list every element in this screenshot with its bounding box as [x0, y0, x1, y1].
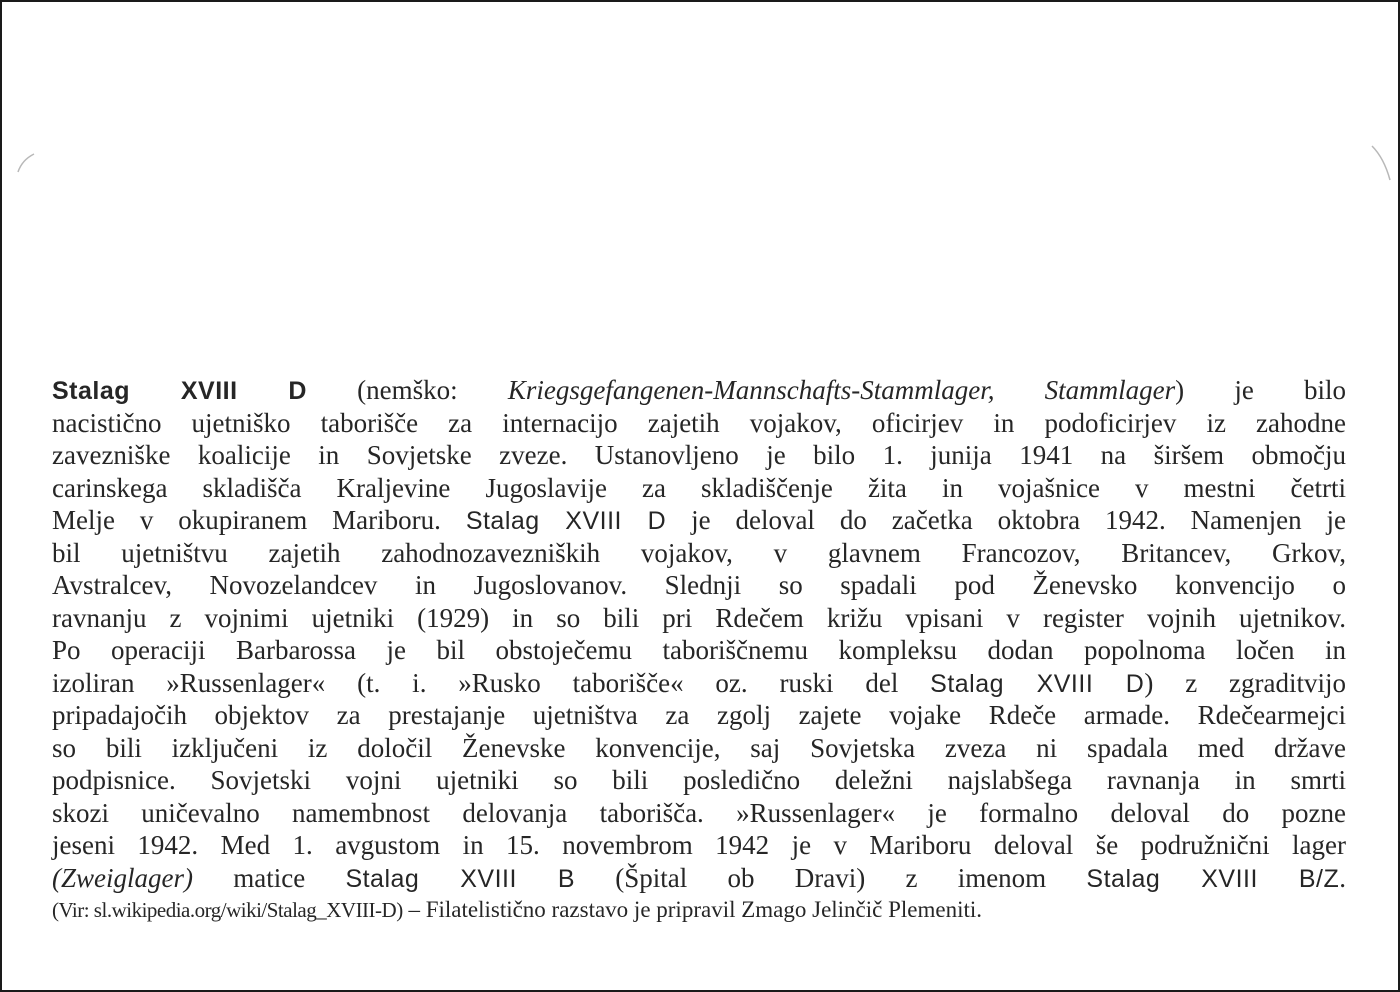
italic-term: (Zweiglager)	[52, 862, 193, 893]
corner-mark-right	[1370, 144, 1392, 184]
italic-term: Kriegsgefangenen-Mannschafts-Stammlager, Stammlager	[507, 375, 1176, 405]
text-run: nacistično ujetniško taborišče za internacijo zajetih vojakov, oficirjev in podoficirjev iz zahodne	[52, 407, 1346, 438]
text-run: skozi uničevalno namembnost delovanja taborišča. »Russenlager« je formalno deloval do pozne	[52, 797, 1346, 828]
text-line	[52, 537, 1346, 570]
text-run: ) z zgraditvijo	[1144, 667, 1346, 698]
text-line	[52, 797, 1346, 830]
text-line	[52, 862, 1346, 895]
text-run: Melje v okupiranem Mariboru.	[52, 505, 466, 535]
text-run: pripadajočih objektov za prestajanje ujetništva za zgolj zajete vojake Rdeče armade. Rdečearmejci	[52, 700, 1346, 730]
camp-name: Stalag XVIII D	[52, 377, 307, 405]
text-run: – Filatelistično razstavo je pripravil Zmago Jelinčič Plemeniti.	[402, 897, 983, 922]
text-run: Po operaciji Barbarossa je bil obstoječemu taboriščnemu kompleksu dodan popolnoma ločen in	[52, 635, 1346, 665]
text-run: zavezniške koalicije in Sovjetske zveze. Ustanovljeno je bilo 1. junija 1941 na širšem območju	[52, 440, 1346, 470]
text-run: (Špital ob Dravi) z imenom	[575, 862, 1087, 893]
text-line	[52, 504, 1346, 537]
camp-name: Stalag XVIII D	[465, 507, 667, 535]
corner-mark-left	[16, 152, 38, 174]
text-run: .	[1339, 862, 1347, 893]
text-run: jeseni 1942. Med 1. avgustom in 15. novembrom 1942 je v Mariboru deloval še podružnični lager	[52, 830, 1346, 860]
text-line	[52, 472, 1346, 505]
text-run: je deloval do začetka oktobra 1942. Namenjen je	[666, 505, 1346, 535]
text-line	[52, 407, 1346, 440]
text-run: Avstralcev, Novozelandcev in Jugoslovanov. Slednji so spadali pod Ženevsko konvencijo o	[52, 570, 1346, 600]
text-run: so bili izključeni iz določil Ženevske konvencije, saj Sovjetska zveza ni spadala med države	[52, 732, 1346, 763]
text-line	[52, 829, 1346, 862]
text-line	[52, 732, 1346, 765]
text-run: bil ujetništvu zajetih zahodnozavezniških vojakov, v glavnem Francozov, Britancev, Grkov,	[52, 537, 1346, 568]
text-line	[52, 699, 1346, 732]
source-line	[52, 894, 1346, 927]
text-line	[52, 374, 1346, 407]
text-run: carinskega skladišča Kraljevine Jugoslavije za skladiščenje žita in vojašnice v mestni četrti	[52, 472, 1346, 503]
text-run: izoliran »Russenlager« (t. i. »Rusko taborišče« oz. ruski del	[52, 667, 931, 698]
text-run: (nemško:	[307, 375, 508, 405]
camp-name: Stalag XVIII D	[930, 669, 1145, 698]
document-text	[52, 374, 1346, 927]
camp-name: Stalag XVIII B	[345, 864, 576, 893]
text-run: ) je bilo	[1175, 375, 1346, 405]
text-line	[52, 602, 1346, 635]
text-run: ravnanju z vojnimi ujetniki (1929) in so bili pri Rdečem križu vpisani v register vojnih ujetnikov.	[52, 602, 1346, 633]
text-line	[52, 764, 1346, 797]
text-run: podpisnice. Sovjetski vojni ujetniki so bili posledično deležni najslabšega ravnanja in smrti	[52, 765, 1346, 795]
text-line	[52, 439, 1346, 472]
source-reference: (Vir: sl.wikipedia.org/wiki/Stalag_XVIII-D)	[52, 898, 403, 922]
text-run: matice	[193, 862, 346, 893]
text-line	[52, 667, 1346, 700]
text-line	[52, 569, 1346, 602]
camp-name: Stalag XVIII B/Z	[1086, 864, 1340, 893]
text-line	[52, 634, 1346, 667]
